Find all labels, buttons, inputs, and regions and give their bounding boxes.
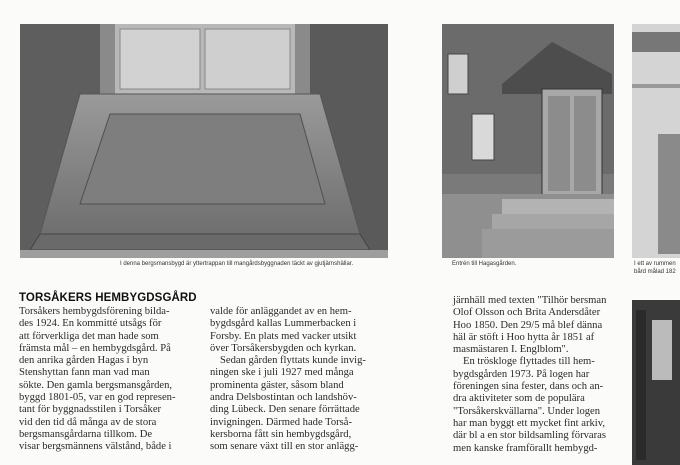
col1-line: Stenshyttan fann man vad man	[19, 367, 150, 379]
col2-line: kersborna fått sin hembygdsgård,	[210, 428, 352, 440]
interior-illustration	[632, 300, 680, 465]
article-title: TORSÅKERS HEMBYGDSGÅRD	[19, 292, 197, 304]
col2-line: invigningen. Därmed hade Torså-	[210, 416, 353, 428]
col3-line: Hoo 1850. Den 29/5 må blef dänna	[453, 319, 603, 331]
col3-line: häl är stöft i Hoo hytta år 1851 af	[453, 331, 595, 343]
col1-line: den anrika gården Hagas i byn	[19, 355, 149, 367]
col3-line: har man byggt ett mycket fint arkiv,	[453, 417, 605, 429]
col3-line: masmästaren I. Englblom".	[453, 344, 569, 356]
col2-line: Sedan gården flyttats kunde invig-	[220, 355, 366, 367]
col1-line: Torsåkers hembygdsförening bilda-	[19, 306, 170, 317]
col3-line: där bl a en stor bildsamling förvaras	[453, 430, 606, 442]
col2-line: ding Lübeck. Den senare förrättade	[210, 404, 360, 416]
col1-line: vid den tid då många av de stora	[19, 416, 157, 428]
photo-room-border	[632, 24, 680, 258]
col1-line: byggd 1801-05, var en god represen-	[19, 392, 176, 404]
col1-line: att förverkliga det man hade som	[19, 330, 159, 342]
col1-line: främsta mål – en hembygdsgård. På	[19, 342, 171, 354]
col2-line: Forsby. En plats med vacker utsikt	[210, 330, 357, 342]
column-3	[453, 295, 633, 455]
col3-line: järnhäll med texten "Tilhör bersman	[453, 295, 607, 306]
caption-middle: Entrén till Hagasgården.	[452, 261, 517, 267]
col2-line: bygdsgård kallas Lummerbacken i	[210, 318, 357, 330]
entrance-illustration	[442, 24, 614, 258]
caption-left: I denna bergsmansbygd är yttertrappan till mangårdsbyggnaden täckt av gjutjärnshällar.	[120, 261, 354, 267]
col3-line: föreningen sina fester, dans och an-	[453, 381, 604, 393]
photo-interior	[632, 300, 680, 465]
col2-line: över Torsåkersbygden och kyrkan.	[210, 342, 357, 354]
col1-line: tant för byggnadsstilen i Torsåker	[19, 404, 162, 416]
room-border-illustration	[632, 24, 680, 258]
col3-line: men kanske framförallt hembygd-	[453, 442, 598, 454]
col3-line: dra aktiviteter som de populära	[453, 393, 585, 405]
col1-line: bergsmansgårdarna tillkom. De	[19, 428, 153, 440]
caption-right-2: bård målad 182	[634, 269, 676, 275]
col1-line: visar bergsmännens välstånd, både i	[19, 441, 172, 453]
col3-line: "Torsåkerskvällarna". Under logen	[453, 405, 601, 417]
photo-iron-staircase	[20, 24, 388, 258]
col2-line: som senare växt till en stor anlägg-	[210, 441, 359, 453]
col2-line: prominenta gäster, såsom bland	[210, 379, 344, 391]
col2-line: ningen ske i juli 1927 med många	[210, 367, 354, 379]
col2-line: andra Delsbostintan och landshöv-	[210, 392, 357, 404]
col3-line: bygdsgården 1973. På logen har	[453, 368, 590, 380]
col1-line: sökte. Den gamla bergsmansgården,	[19, 379, 173, 391]
caption-right-1: I ett av rummen	[634, 261, 676, 267]
staircase-illustration	[20, 24, 388, 258]
photo-hagas-entrance	[442, 24, 614, 258]
column-1	[19, 306, 199, 454]
col3-line: Olof Olsson och Brita Andersdåter	[453, 307, 601, 319]
col3-line: En tröskloge flyttades till hem-	[463, 356, 595, 368]
column-2	[210, 306, 390, 454]
col2-line: valde för anläggandet av en hem-	[210, 306, 352, 317]
col1-line: des 1924. En kommitté utsågs för	[19, 318, 162, 330]
